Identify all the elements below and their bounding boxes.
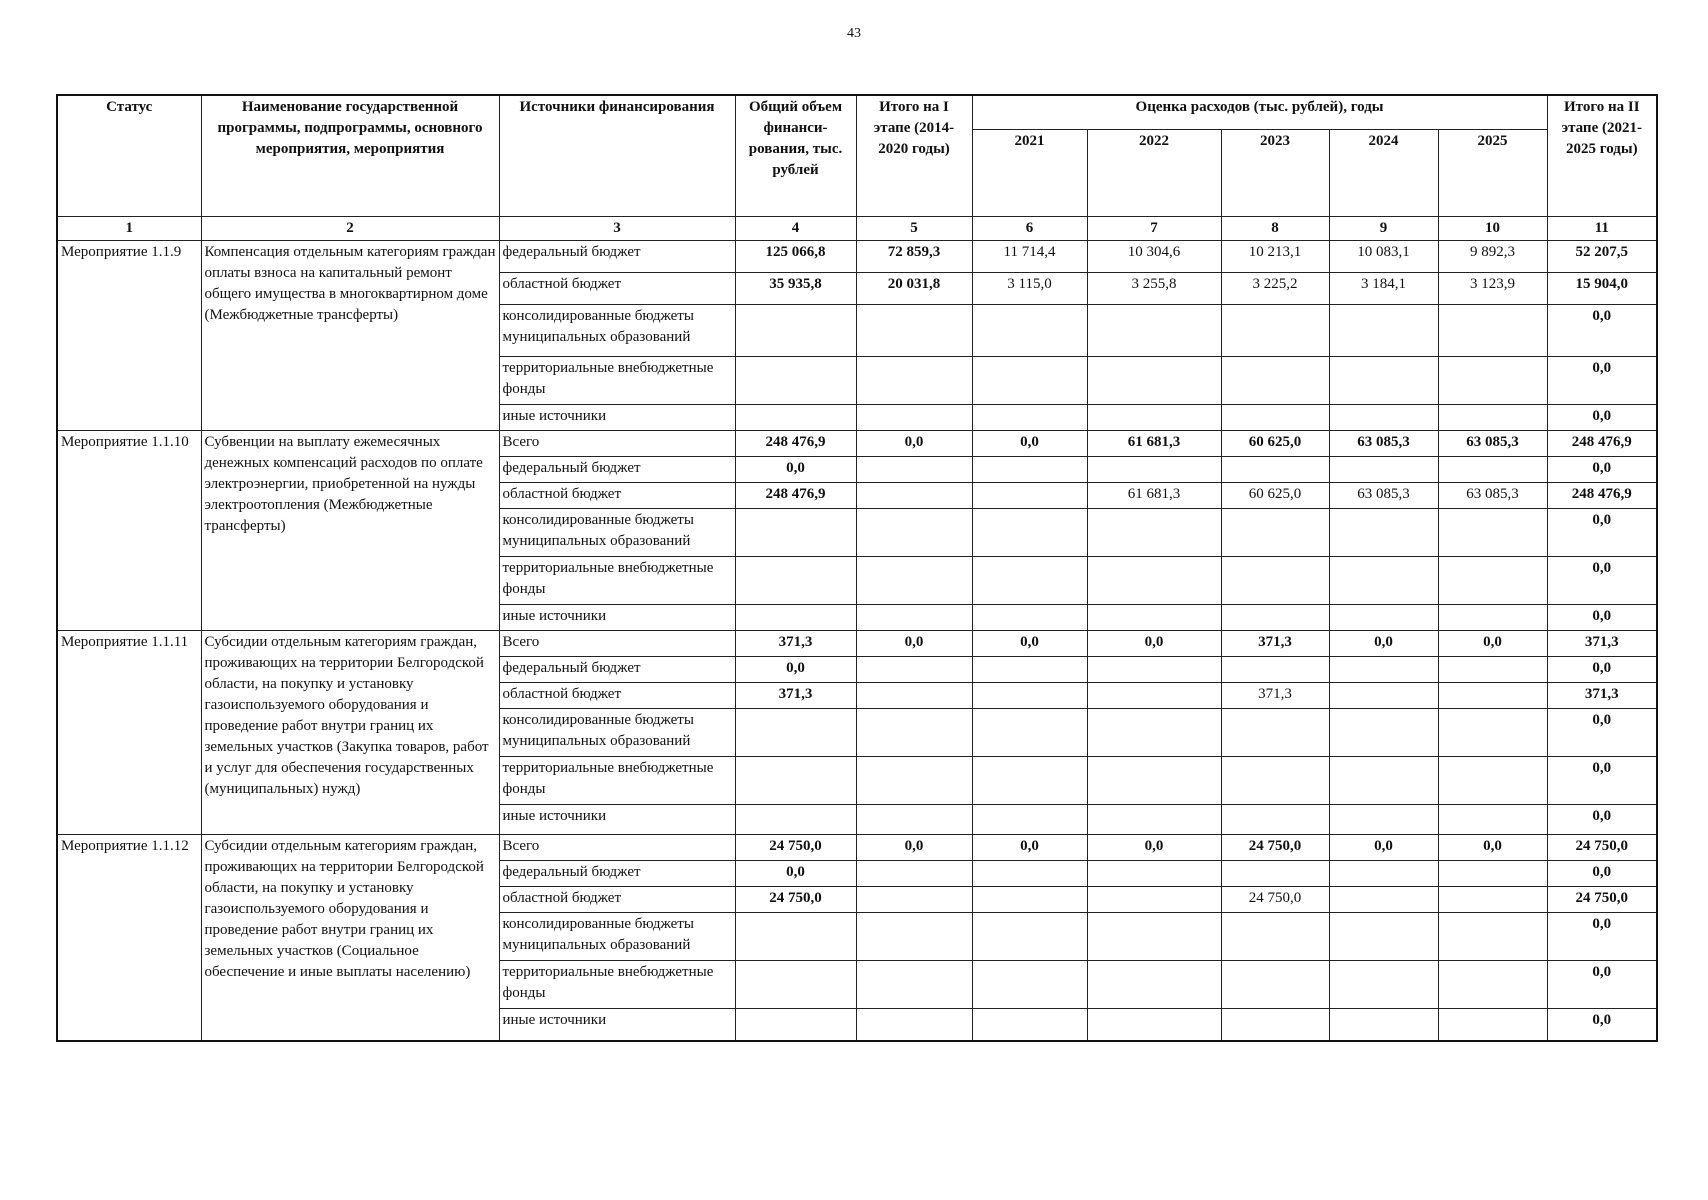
cell-stage2: 0,0 (1547, 457, 1657, 483)
cell-y2022 (1087, 457, 1221, 483)
column-number: 11 (1547, 217, 1657, 241)
cell-y2024: 10 083,1 (1329, 241, 1438, 273)
cell-total: 24 750,0 (735, 887, 856, 913)
cell-total (735, 605, 856, 631)
cell-total: 248 476,9 (735, 483, 856, 509)
cell-stage1 (856, 357, 972, 405)
cell-y2021 (972, 557, 1087, 605)
header-year-2024: 2024 (1329, 129, 1438, 216)
cell-y2024: 63 085,3 (1329, 431, 1438, 457)
cell-y2021 (972, 805, 1087, 835)
cell-stage2: 0,0 (1547, 657, 1657, 683)
cell-stage2: 0,0 (1547, 305, 1657, 357)
cell-total: 0,0 (735, 861, 856, 887)
table-body (57, 241, 1657, 1041)
cell-y2022 (1087, 405, 1221, 431)
cell-stage1 (856, 457, 972, 483)
column-number: 6 (972, 217, 1087, 241)
cell-total: 125 066,8 (735, 241, 856, 273)
cell-y2024 (1329, 757, 1438, 805)
cell-stage1: 0,0 (856, 835, 972, 861)
cell-stage2: 0,0 (1547, 605, 1657, 631)
cell-y2023: 24 750,0 (1221, 835, 1329, 861)
header-year-2025: 2025 (1438, 129, 1547, 216)
measure-status: Мероприятие 1.1.10 (57, 431, 201, 631)
cell-stage1 (856, 305, 972, 357)
funding-source: Всего (499, 631, 735, 657)
cell-y2021 (972, 605, 1087, 631)
cell-y2024 (1329, 657, 1438, 683)
cell-stage1 (856, 913, 972, 961)
cell-stage2: 0,0 (1547, 1009, 1657, 1041)
header-status: Статус (57, 95, 201, 217)
column-number: 7 (1087, 217, 1221, 241)
funding-source: федеральный бюджет (499, 457, 735, 483)
header-stage2: Итого на II этапе (2021-2025 годы) (1547, 95, 1657, 217)
funding-source: территориальные внебюджетные фонды (499, 961, 735, 1009)
cell-stage1: 0,0 (856, 431, 972, 457)
budget-table (56, 94, 1658, 1042)
header-source: Источники финансирования (499, 95, 735, 217)
cell-y2021 (972, 305, 1087, 357)
measure-name: Субвенции на выплату ежемесячных денежных компенсаций расходов по оплате электроэнергии, приобретенной на нужды электроотопления (Межбюджетные трансферты) (201, 431, 499, 631)
cell-y2022 (1087, 357, 1221, 405)
cell-y2023: 60 625,0 (1221, 483, 1329, 509)
cell-y2023: 10 213,1 (1221, 241, 1329, 273)
funding-source: Всего (499, 835, 735, 861)
cell-y2022: 3 255,8 (1087, 273, 1221, 305)
cell-stage1 (856, 709, 972, 757)
cell-stage1 (856, 657, 972, 683)
column-number: 4 (735, 217, 856, 241)
cell-stage2: 52 207,5 (1547, 241, 1657, 273)
cell-y2025: 63 085,3 (1438, 431, 1547, 457)
cell-y2024 (1329, 357, 1438, 405)
column-number: 2 (201, 217, 499, 241)
cell-stage2: 0,0 (1547, 405, 1657, 431)
cell-y2024: 63 085,3 (1329, 483, 1438, 509)
cell-y2022 (1087, 757, 1221, 805)
cell-y2022 (1087, 709, 1221, 757)
funding-source: федеральный бюджет (499, 241, 735, 273)
table-row (57, 241, 1657, 273)
cell-y2023: 3 225,2 (1221, 273, 1329, 305)
cell-y2023 (1221, 861, 1329, 887)
cell-stage1 (856, 483, 972, 509)
cell-stage2: 0,0 (1547, 805, 1657, 835)
cell-y2023 (1221, 913, 1329, 961)
cell-total (735, 961, 856, 1009)
cell-y2021 (972, 913, 1087, 961)
measure-status: Мероприятие 1.1.11 (57, 631, 201, 835)
cell-total: 371,3 (735, 631, 856, 657)
cell-y2022: 0,0 (1087, 631, 1221, 657)
cell-stage1: 72 859,3 (856, 241, 972, 273)
cell-total (735, 805, 856, 835)
column-number: 10 (1438, 217, 1547, 241)
cell-y2022 (1087, 887, 1221, 913)
cell-stage1 (856, 557, 972, 605)
cell-y2022 (1087, 913, 1221, 961)
cell-y2021 (972, 657, 1087, 683)
cell-y2025 (1438, 961, 1547, 1009)
funding-source: территориальные внебюджетные фонды (499, 357, 735, 405)
cell-y2025 (1438, 557, 1547, 605)
cell-stage2: 0,0 (1547, 557, 1657, 605)
cell-stage2: 0,0 (1547, 913, 1657, 961)
cell-stage2: 248 476,9 (1547, 483, 1657, 509)
cell-total (735, 913, 856, 961)
table-row (57, 835, 1657, 861)
cell-total: 0,0 (735, 657, 856, 683)
cell-stage1 (856, 683, 972, 709)
funding-source: иные источники (499, 805, 735, 835)
cell-y2025 (1438, 457, 1547, 483)
cell-total (735, 557, 856, 605)
cell-y2025 (1438, 683, 1547, 709)
cell-y2021: 3 115,0 (972, 273, 1087, 305)
funding-source: областной бюджет (499, 483, 735, 509)
cell-y2021: 0,0 (972, 631, 1087, 657)
cell-total: 248 476,9 (735, 431, 856, 457)
cell-y2024 (1329, 457, 1438, 483)
header-year-2023: 2023 (1221, 129, 1329, 216)
cell-y2022 (1087, 683, 1221, 709)
cell-y2022 (1087, 961, 1221, 1009)
cell-y2024: 3 184,1 (1329, 273, 1438, 305)
cell-y2024: 0,0 (1329, 631, 1438, 657)
cell-y2022: 0,0 (1087, 835, 1221, 861)
cell-y2022: 10 304,6 (1087, 241, 1221, 273)
cell-y2022 (1087, 861, 1221, 887)
cell-stage2: 15 904,0 (1547, 273, 1657, 305)
cell-y2024 (1329, 305, 1438, 357)
cell-y2023 (1221, 605, 1329, 631)
cell-stage1 (856, 805, 972, 835)
measure-name: Компенсация отдельным категориям граждан оплаты взноса на капитальный ремонт общего имущества в многоквартирном доме (Межбюджетные трансферты) (201, 241, 499, 431)
cell-stage1: 20 031,8 (856, 273, 972, 305)
measure-name: Субсидии отдельным категориям граждан, проживающих на территории Белгородской области, на покупку и установку газоиспользуемого оборудования и проведение работ внутри границ их земельных участков (Социальное обеспечение и иные выплаты населению) (201, 835, 499, 1041)
cell-y2021 (972, 757, 1087, 805)
funding-source: территориальные внебюджетные фонды (499, 557, 735, 605)
cell-y2022 (1087, 605, 1221, 631)
cell-total (735, 1009, 856, 1041)
cell-y2025 (1438, 405, 1547, 431)
cell-y2021 (972, 1009, 1087, 1041)
funding-source: Всего (499, 431, 735, 457)
cell-stage2: 371,3 (1547, 631, 1657, 657)
cell-y2025 (1438, 805, 1547, 835)
cell-y2025 (1438, 887, 1547, 913)
header-year-2022: 2022 (1087, 129, 1221, 216)
cell-total: 35 935,8 (735, 273, 856, 305)
cell-y2021 (972, 709, 1087, 757)
column-number-row (57, 217, 1657, 241)
cell-y2025: 0,0 (1438, 631, 1547, 657)
cell-y2023 (1221, 1009, 1329, 1041)
funding-source: областной бюджет (499, 273, 735, 305)
cell-y2023 (1221, 405, 1329, 431)
cell-stage2: 0,0 (1547, 509, 1657, 557)
funding-source: территориальные внебюджетные фонды (499, 757, 735, 805)
cell-y2025 (1438, 605, 1547, 631)
cell-y2025: 9 892,3 (1438, 241, 1547, 273)
cell-stage1 (856, 861, 972, 887)
cell-y2023: 60 625,0 (1221, 431, 1329, 457)
cell-y2024 (1329, 1009, 1438, 1041)
cell-y2021: 0,0 (972, 835, 1087, 861)
measure-status: Мероприятие 1.1.9 (57, 241, 201, 431)
cell-y2025 (1438, 657, 1547, 683)
table-row (57, 431, 1657, 457)
funding-source: областной бюджет (499, 683, 735, 709)
cell-y2023 (1221, 709, 1329, 757)
cell-total (735, 405, 856, 431)
funding-source: областной бюджет (499, 887, 735, 913)
cell-y2023 (1221, 757, 1329, 805)
cell-y2025 (1438, 861, 1547, 887)
cell-total (735, 305, 856, 357)
column-number: 3 (499, 217, 735, 241)
cell-y2021: 11 714,4 (972, 241, 1087, 273)
cell-stage2: 371,3 (1547, 683, 1657, 709)
cell-y2022: 61 681,3 (1087, 431, 1221, 457)
cell-y2024 (1329, 405, 1438, 431)
cell-stage2: 0,0 (1547, 861, 1657, 887)
cell-y2021 (972, 861, 1087, 887)
cell-total (735, 509, 856, 557)
cell-y2021 (972, 405, 1087, 431)
cell-y2024 (1329, 961, 1438, 1009)
page-number: 43 (847, 26, 861, 41)
cell-y2021 (972, 357, 1087, 405)
cell-stage1 (856, 509, 972, 557)
cell-stage1 (856, 887, 972, 913)
cell-stage1 (856, 405, 972, 431)
cell-y2025 (1438, 305, 1547, 357)
cell-y2023: 371,3 (1221, 683, 1329, 709)
header-year-2021: 2021 (972, 129, 1087, 216)
cell-y2023: 24 750,0 (1221, 887, 1329, 913)
cell-stage2: 0,0 (1547, 709, 1657, 757)
funding-source: федеральный бюджет (499, 861, 735, 887)
cell-y2021 (972, 483, 1087, 509)
cell-total: 371,3 (735, 683, 856, 709)
cell-y2022 (1087, 805, 1221, 835)
cell-y2023 (1221, 557, 1329, 605)
header-total: Общий объем финанси-рования, тыс. рублей (735, 95, 856, 217)
cell-stage1 (856, 605, 972, 631)
measure-name: Субсидии отдельным категориям граждан, проживающих на территории Белгородской области, на покупку и установку газоиспользуемого оборудования и проведение работ внутри границ их земельных участков (Закупка товаров, работ и услуг для обеспечения государственных (муниципальных) нужд) (201, 631, 499, 835)
cell-y2021 (972, 457, 1087, 483)
funding-source: консолидированные бюджеты муниципальных образований (499, 913, 735, 961)
column-number: 8 (1221, 217, 1329, 241)
cell-y2022 (1087, 557, 1221, 605)
header-stage1: Итого на I этапе (2014-2020 годы) (856, 95, 972, 217)
cell-y2024 (1329, 509, 1438, 557)
cell-total (735, 357, 856, 405)
cell-y2023 (1221, 805, 1329, 835)
cell-y2024 (1329, 805, 1438, 835)
cell-y2021 (972, 887, 1087, 913)
funding-source: иные источники (499, 405, 735, 431)
column-number: 1 (57, 217, 201, 241)
cell-y2021 (972, 961, 1087, 1009)
table-row (57, 631, 1657, 657)
cell-y2025 (1438, 709, 1547, 757)
cell-y2021 (972, 509, 1087, 557)
cell-y2025: 0,0 (1438, 835, 1547, 861)
cell-stage2: 0,0 (1547, 961, 1657, 1009)
cell-y2021 (972, 683, 1087, 709)
cell-total: 24 750,0 (735, 835, 856, 861)
cell-stage1 (856, 1009, 972, 1041)
cell-y2025 (1438, 1009, 1547, 1041)
cell-y2024 (1329, 709, 1438, 757)
cell-y2024: 0,0 (1329, 835, 1438, 861)
funding-source: иные источники (499, 605, 735, 631)
cell-y2024 (1329, 605, 1438, 631)
funding-source: иные источники (499, 1009, 735, 1041)
cell-y2025 (1438, 357, 1547, 405)
cell-y2023: 371,3 (1221, 631, 1329, 657)
column-number: 5 (856, 217, 972, 241)
cell-y2024 (1329, 683, 1438, 709)
cell-stage2: 24 750,0 (1547, 887, 1657, 913)
cell-y2023 (1221, 509, 1329, 557)
cell-y2025 (1438, 757, 1547, 805)
cell-y2023 (1221, 657, 1329, 683)
cell-y2025: 3 123,9 (1438, 273, 1547, 305)
cell-stage2: 0,0 (1547, 357, 1657, 405)
cell-y2024 (1329, 861, 1438, 887)
cell-stage1 (856, 961, 972, 1009)
cell-total: 0,0 (735, 457, 856, 483)
cell-total (735, 757, 856, 805)
cell-y2024 (1329, 557, 1438, 605)
funding-source: консолидированные бюджеты муниципальных образований (499, 709, 735, 757)
cell-y2024 (1329, 913, 1438, 961)
cell-y2022: 61 681,3 (1087, 483, 1221, 509)
header-name: Наименование государственной программы, подпрограммы, основного мероприятия, мероприятия (201, 95, 499, 217)
cell-y2022 (1087, 1009, 1221, 1041)
cell-total (735, 709, 856, 757)
cell-y2023 (1221, 961, 1329, 1009)
cell-stage1 (856, 757, 972, 805)
cell-y2023 (1221, 457, 1329, 483)
cell-y2023 (1221, 357, 1329, 405)
funding-source: консолидированные бюджеты муниципальных образований (499, 509, 735, 557)
cell-y2025 (1438, 509, 1547, 557)
cell-stage2: 0,0 (1547, 757, 1657, 805)
funding-source: федеральный бюджет (499, 657, 735, 683)
cell-stage2: 24 750,0 (1547, 835, 1657, 861)
cell-y2022 (1087, 305, 1221, 357)
cell-y2022 (1087, 657, 1221, 683)
cell-y2023 (1221, 305, 1329, 357)
cell-stage2: 248 476,9 (1547, 431, 1657, 457)
funding-source: консолидированные бюджеты муниципальных образований (499, 305, 735, 357)
measure-status: Мероприятие 1.1.12 (57, 835, 201, 1041)
column-number: 9 (1329, 217, 1438, 241)
cell-y2022 (1087, 509, 1221, 557)
cell-stage1: 0,0 (856, 631, 972, 657)
cell-y2021: 0,0 (972, 431, 1087, 457)
header-estimate: Оценка расходов (тыс. рублей), годы (972, 95, 1547, 129)
cell-y2024 (1329, 887, 1438, 913)
cell-y2025 (1438, 913, 1547, 961)
cell-y2025: 63 085,3 (1438, 483, 1547, 509)
